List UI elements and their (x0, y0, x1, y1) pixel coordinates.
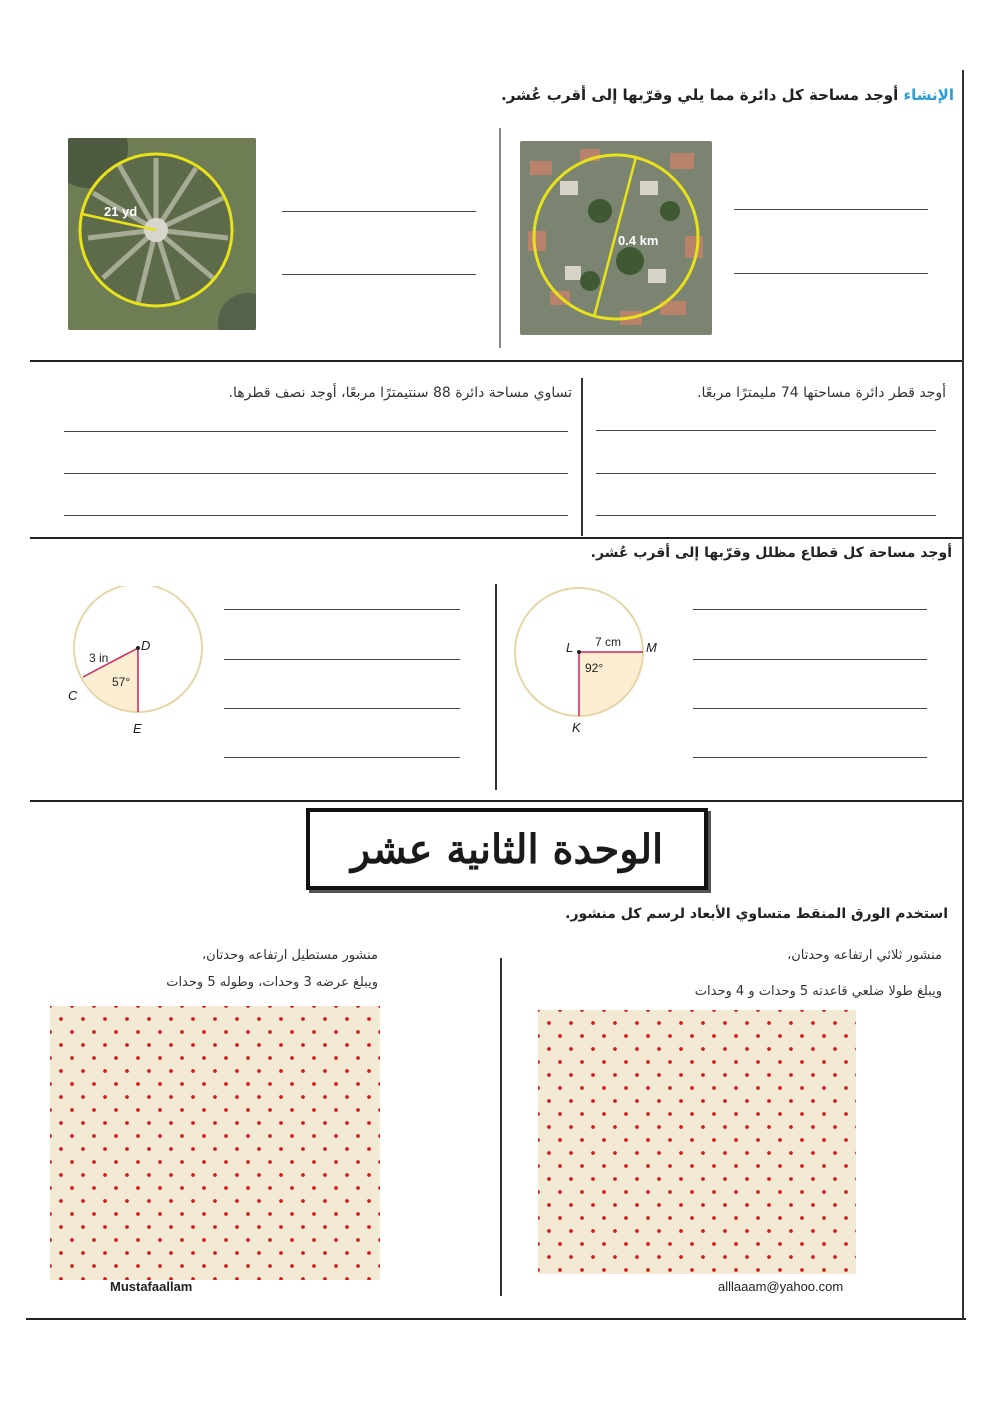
section1-header (501, 86, 954, 104)
section4-instruction: استخدم الورق المنقط متساوي الأبعاد لرسم كل منشور. (565, 906, 948, 922)
construction-label: الإنشاء (903, 86, 954, 104)
sector-figure-right (512, 586, 672, 736)
roundabout-photo-right-svg (520, 141, 712, 335)
answer-line[interactable] (64, 431, 568, 432)
unit-title: الوحدة الثانية عشر (350, 825, 664, 873)
prism-right-line2: ويبلغ طولا ضلعي قاعدته 5 وحدات و 4 وحدات (694, 984, 942, 999)
section-divider (30, 360, 962, 362)
section1-instruction: أوجد مساحة كل دائرة مما يلي وقرّبها إلى أقرب عُشر. (501, 86, 899, 104)
page-bottom-border (26, 1318, 966, 1320)
prism-left-line2: ويبلغ عرضه 3 وحدات، وطوله 5 وحدات (166, 975, 378, 990)
answer-line[interactable] (224, 708, 460, 709)
answer-line[interactable] (224, 757, 460, 758)
question-radius: تساوي مساحة دائرة 88 سنتيمترًا مربعًا، أوجد نصف قطرها. (228, 385, 572, 401)
question-diameter: أوجد قطر دائرة مساحتها 74 مليمترًا مربعًا. (697, 385, 946, 401)
answer-line[interactable] (224, 659, 460, 660)
footer-author: Mustafaallam (110, 1279, 193, 1294)
sector-right-point-k: K (572, 720, 581, 735)
sector-figure-left (66, 586, 206, 736)
answer-line[interactable] (224, 609, 460, 610)
sector-left-center: D (141, 638, 151, 653)
section1-divider (499, 128, 501, 348)
answer-line[interactable] (693, 609, 927, 610)
sector-left-angle: 57° (112, 675, 131, 689)
isometric-dot-paper-right[interactable] (538, 1010, 856, 1274)
page-right-border (962, 70, 964, 1320)
section2-divider (581, 378, 583, 536)
photo-left-measure: 21 yd (104, 204, 138, 219)
answer-line[interactable] (596, 430, 936, 431)
roundabout-photo-left (68, 138, 256, 330)
unit-title-box (306, 808, 708, 890)
sector-right-angle: 92° (585, 661, 604, 675)
answer-line[interactable] (64, 515, 568, 516)
answer-line[interactable] (693, 659, 927, 660)
answer-line[interactable] (64, 473, 568, 474)
answer-line[interactable] (734, 273, 928, 274)
sector-right-radius: 7 cm (595, 635, 622, 649)
section-divider (30, 537, 962, 539)
answer-line[interactable] (282, 274, 476, 275)
photo-right-measure: 0.4 km (618, 233, 659, 248)
answer-line[interactable] (693, 708, 927, 709)
section-divider (30, 800, 962, 802)
sector-right-center: L (566, 640, 574, 655)
answer-line[interactable] (734, 209, 928, 210)
sector-left-point-e: E (133, 721, 142, 736)
answer-line[interactable] (693, 757, 927, 758)
section3-divider (495, 584, 497, 790)
prism-right-line1: منشور ثلاثي ارتفاعه وحدتان، (787, 948, 942, 963)
footer-email: alllaaam@yahoo.com (718, 1279, 844, 1294)
answer-line[interactable] (596, 473, 936, 474)
section3-instruction: أوجد مساحة كل قطاع مظلل وقرّبها إلى أقرب عُشر. (590, 545, 952, 561)
sector-right-point-m: M (646, 640, 657, 655)
answer-line[interactable] (596, 515, 936, 516)
sector-left-radius: 3 in (89, 651, 109, 665)
section4-divider (500, 958, 502, 1296)
answer-line[interactable] (282, 211, 476, 212)
isometric-dot-paper-left[interactable] (50, 1006, 380, 1280)
prism-left-line1: منشور مستطيل ارتفاعه وحدتان، (201, 948, 378, 963)
sector-left-point-c: C (68, 688, 78, 703)
roundabout-photo-left-svg (68, 138, 256, 330)
roundabout-photo-right (520, 141, 712, 335)
